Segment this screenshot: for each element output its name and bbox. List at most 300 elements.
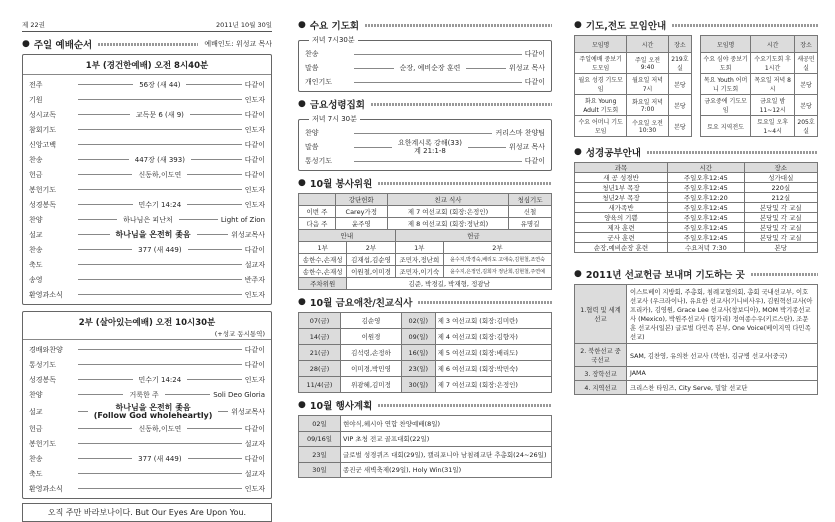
leader-line (78, 443, 242, 444)
table-row (575, 74, 692, 95)
header-cell: 시간 (751, 36, 795, 53)
order-label: 찬양 (29, 215, 43, 224)
header-cell: 모임명 (701, 36, 751, 53)
leader-line (78, 458, 132, 459)
leader-line (78, 234, 110, 235)
table-row (575, 116, 692, 137)
leader-line (190, 114, 242, 115)
table-cell: 주일 오전 9:40 (627, 53, 668, 74)
leader-line (197, 234, 229, 235)
order-label: 축도 (29, 260, 43, 269)
order-detail (120, 216, 176, 224)
table-row (299, 416, 552, 432)
order-row (29, 451, 265, 466)
table-cell: 2. 북한선교 중국선교 (575, 344, 627, 367)
volunteers-table: 강단헌화 친교 식사 청심기도 이번 주 Carey가정 제 7 여선교회 (회장:은정인) 신철 다음 주 윤주영 제 8 여선교회 (회장:정난희) 유명길 (298, 193, 552, 230)
leader-line (78, 411, 88, 412)
table-cell: 토요일 오후 1~4시 (751, 116, 795, 137)
order-row (29, 152, 265, 167)
order-person: 반주자 (244, 275, 265, 284)
order-label: 찬송 (29, 454, 43, 463)
table-cell: 11/4(금) (299, 377, 341, 393)
table-row (299, 361, 552, 377)
meetings-heading: ● 기도,전도 모임안내 (574, 18, 818, 32)
order-detail-text: 하나님을 온전히 좇음 (115, 229, 191, 239)
study-table (574, 162, 818, 253)
bullet-icon: ● (298, 178, 306, 188)
table-row (575, 344, 818, 367)
order-person: 다같이 (244, 245, 266, 254)
bullet-icon: ● (298, 99, 306, 109)
table-cell: 주일오후12:45 (668, 223, 745, 233)
table-cell: 212실 (744, 193, 817, 203)
leader-line (354, 68, 394, 69)
table-row (575, 285, 818, 344)
order-detail-sub: (Follow God wholeheartly) (93, 410, 213, 420)
header-cell: 과목 (575, 163, 668, 173)
order-detail-text: 377 (새 449) (138, 245, 182, 254)
leader-line (354, 82, 522, 83)
order-label: 헌금 (29, 424, 43, 433)
order-row (29, 212, 265, 227)
order-detail-text: 민수기 14:24 (138, 375, 182, 384)
column-weekly (298, 0, 552, 507)
leader-line (354, 161, 522, 162)
events-heading: ● 10월 행사계획 (298, 398, 552, 412)
order-detail (126, 391, 161, 399)
table-cell: 월요 성경 기도모임 (575, 74, 627, 95)
table-cell: 30(일) (402, 377, 436, 393)
table-cell: VIP 초청 전교 골프대회(22일) (341, 431, 552, 447)
table-row (575, 213, 818, 223)
table-cell: 23(일) (402, 361, 436, 377)
order-label: 찬양 (29, 390, 43, 399)
table-cell: 제 6 여선교회 (회장:박민숙) (435, 361, 551, 377)
order-person: 인도자 (244, 484, 265, 493)
table-cell: 수요일 오전 10:30 (627, 116, 668, 137)
order-person: 다같이 (524, 50, 545, 58)
table-cell: 이원경 (341, 329, 402, 345)
table-cell: 새 공 성경반 (575, 173, 668, 183)
order-detail (135, 425, 184, 433)
table-cell: 새공민실 (795, 53, 818, 74)
table-cell: 청년1부 목장 (575, 183, 668, 193)
order-label: 말씀 (305, 143, 319, 151)
order-label: 찬송 (29, 245, 43, 254)
wednesday-box: 저녁 7시30분 찬송 다같이 말씀 순장, 예비순장 훈련 위성교 목사 개인기도 다같이 (298, 40, 552, 92)
leader-line (179, 219, 218, 220)
order-person: 설교자 (244, 469, 265, 478)
order-row (29, 77, 265, 92)
table-row (575, 233, 818, 243)
leader-line (354, 54, 522, 55)
table-cell: 제 5 여선교회 (회장:배리도) (435, 345, 551, 361)
order-person: 위성교목사 (231, 407, 265, 416)
table-cell: 주일예배 중보기도모임 (575, 53, 627, 74)
order-row (29, 137, 265, 152)
table-cell: 본당 (668, 74, 691, 95)
header-cell: 시간 (627, 36, 668, 53)
order-label: 성경봉독 (29, 200, 57, 209)
leader-line (466, 68, 506, 69)
table-cell: 종진군 새벽축제(29일), Holy Win(31일) (341, 462, 552, 478)
second-service-order (29, 342, 265, 496)
table-cell: 본당 (795, 74, 818, 95)
table-cell: 순장,예비순장 훈련 (575, 243, 668, 253)
table-cell: 크리스찬 타임즈, City Serve, 밀알 선교단 (627, 381, 818, 395)
order-detail-text: 신동하,이도연 (138, 424, 182, 433)
table-cell: 220실 (744, 183, 817, 193)
missions-heading: ● 2011년 선교헌금 보내며 기도하는 곳 (574, 267, 818, 281)
events-table (298, 415, 552, 478)
order-label: 축도 (29, 469, 43, 478)
order-detail (136, 376, 185, 384)
order-detail (91, 404, 216, 420)
table-cell: 제자 훈련 (575, 223, 668, 233)
table-row (299, 313, 552, 329)
bullet-icon: ● (574, 20, 582, 30)
order-detail-text: 447장 (새 393) (134, 155, 185, 164)
table-cell: 02(일) (402, 313, 436, 329)
table-row (575, 223, 818, 233)
order-row (29, 357, 265, 372)
bullet-icon: ● (574, 269, 582, 279)
order-label: 통성기도 (29, 360, 57, 369)
leader-line (188, 458, 242, 459)
ushers-offering-table: 안내 헌금 1부 2부 1부 2부 송한수,손재성 김재섭,김순영 조민자,정난희 윤수지,박경숙,배리도 고애숙,김현철,조연숙 송한수,손재성 이원철,이미경 조민자,이기숙 윤수지,은정인,김희자 정난희,김현철,주연예 주차위원 김준, 박경길, 박재형, 정광남 (298, 229, 552, 290)
order-row (305, 140, 545, 154)
table-cell: 군사 훈련 (575, 233, 668, 243)
table-row (575, 95, 692, 116)
order-row (29, 107, 265, 122)
table-row (575, 381, 818, 395)
order-detail (135, 171, 184, 179)
order-person: 설교자 (244, 439, 265, 448)
order-row (29, 197, 265, 212)
study-heading: ● 성경공부안내 (574, 145, 818, 159)
order-detail-text: 신동하,이도연 (138, 170, 182, 179)
bullet-icon: ● (574, 147, 582, 157)
table-row (701, 74, 818, 95)
leader-line (191, 159, 242, 160)
table-cell: 제 7 여선교회 (회장:은정인) (435, 377, 551, 393)
order-label: 봉헌기도 (29, 439, 57, 448)
table-cell: 219호실 (668, 53, 691, 74)
order-row (29, 272, 265, 287)
leader-line (468, 147, 506, 148)
leader-line (78, 84, 133, 85)
table-row (701, 116, 818, 137)
table-row (575, 183, 818, 193)
order-row (29, 387, 265, 402)
table-cell: 김순영 (341, 313, 402, 329)
table-cell: 금요일 밤 11~12시 (751, 95, 795, 116)
order-label: 개인기도 (305, 78, 333, 86)
order-detail-text: 377 (새 449) (138, 454, 182, 463)
leader-line (165, 394, 210, 395)
leader-line (354, 147, 392, 148)
table-cell: 성가대실 (744, 173, 817, 183)
order-label: 참회기도 (29, 125, 57, 134)
order-label: 찬송 (29, 155, 43, 164)
table-cell: 양육의 기쁨 (575, 213, 668, 223)
table-cell: 3. 장학선교 (575, 367, 627, 381)
leader-line (78, 379, 133, 380)
table-cell: 본당및 각 교실 (744, 233, 817, 243)
column-info (574, 0, 818, 507)
order-detail-sub: 계 21:1-8 (414, 147, 446, 155)
order-detail-text: 요한계시록 강해(33) (398, 139, 462, 147)
order-person: 위성교 목사 (508, 143, 546, 151)
table-cell: 현야식,헤시아 연합 찬양예배(8일) (341, 416, 552, 432)
meals-table (298, 312, 552, 393)
order-detail (133, 111, 187, 119)
leader-line (78, 174, 132, 175)
table-cell: 주일오후12:45 (668, 173, 745, 183)
order-person: 다같이 (244, 140, 265, 149)
leader-line (187, 204, 242, 205)
order-row (29, 402, 265, 421)
leader-line (78, 428, 132, 429)
order-label: 환영과소식 (29, 484, 63, 493)
order-detail (132, 156, 188, 164)
table-cell: 09(일) (402, 329, 436, 345)
table-cell: 수요 어머니 기도 모임 (575, 116, 627, 137)
heading-rule (98, 43, 198, 46)
leader-line (78, 394, 123, 395)
table-cell: 목요 Youth 어머니 기도회 (701, 74, 751, 95)
leader-line (78, 264, 242, 265)
first-service-order (29, 77, 265, 302)
table-cell: 수요저녁 7:30 (668, 243, 745, 253)
table-cell: 화요일 저녁7:00 (627, 95, 668, 116)
table-cell: 위광혜,김미정 (341, 377, 402, 393)
order-detail (113, 231, 194, 239)
bullet-icon: ● (298, 400, 306, 411)
table-cell: JAMA (627, 367, 818, 381)
table-cell: 205호실 (795, 116, 818, 137)
leader-line (188, 249, 242, 250)
table-cell: 토요 지역전도 (701, 116, 751, 137)
table-cell: 제 3 여선교회 (회장:김미란) (435, 313, 551, 329)
table-cell: 주일오후12:45 (668, 183, 745, 193)
order-row (305, 47, 545, 61)
table-header (701, 36, 818, 53)
table-cell: 09/16일 (299, 431, 341, 447)
order-person: 다같이 (244, 424, 266, 433)
order-row (29, 167, 265, 182)
header-cell: 시간 (668, 163, 745, 173)
leader-line (78, 294, 242, 295)
leader-line (78, 159, 129, 160)
order-label: 송영 (29, 275, 43, 284)
table-cell: 16(일) (402, 345, 436, 361)
order-row (29, 372, 265, 387)
leader-line (218, 411, 228, 412)
order-label: 환영과소식 (29, 290, 63, 299)
first-service-box (22, 54, 272, 305)
leader-line (78, 279, 242, 280)
order-person: 설교자 (244, 260, 265, 269)
order-label: 경배와찬양 (29, 345, 63, 354)
table-row (575, 203, 818, 213)
table-cell: 이스트베이 지방회, 주총회, 침례교협의회, 총회 국내선교부, 이호선교사 (우크라이나), 유요한 선교사(기니비사우), 김원혁선교사(아프리카), 김영원, Grace Lee 선교사(창보디아), MOM 박기종선교사 (Mexico), 박원주선교사 (헝가리) 정여종수우(키르스탄), 조문훈 선교사(일본) 글로벌 다민족 본부, One Voice(베이지역 다민족선교) (627, 285, 818, 344)
order-person: 인도자 (244, 185, 265, 194)
table-cell: 화요 Young Adult 기도회 (575, 95, 627, 116)
order-detail (395, 139, 465, 155)
table-cell: 본당 (668, 95, 691, 116)
meetings-table-left (574, 35, 692, 137)
table-row (299, 431, 552, 447)
leader-line (78, 144, 242, 145)
order-label: 설교 (29, 230, 43, 239)
table-cell: 본당및 각 교실 (744, 223, 817, 233)
order-person: 인도자 (244, 200, 266, 209)
table-cell: 28(금) (299, 361, 341, 377)
volunteers-heading: ● 10월 봉사위원 (298, 176, 552, 190)
meals-heading: ● 10월 금요애찬/친교식사 (298, 295, 552, 309)
table-cell: 4. 지역선교 (575, 381, 627, 395)
header-cell: 장소 (744, 163, 817, 173)
table-row (575, 53, 692, 74)
table-cell: 이미경,박민영 (341, 361, 402, 377)
footer-motto: 오직 주만 바라보나이다. But Our Eyes Are Upon You. (22, 503, 272, 522)
table-row (299, 462, 552, 478)
order-person: 인도자 (244, 375, 266, 384)
order-person: 다같이 (524, 78, 545, 86)
table-cell: 본당 (668, 116, 691, 137)
table-cell: 금요중에 기도모임 (701, 95, 751, 116)
sunday-section-heading: ● 주일 예배순서 예배인도: 위성교 목사 (22, 39, 272, 51)
leader-line (78, 364, 242, 365)
friday-heading: ● 금요성령집회 (298, 97, 552, 111)
friday-box: 저녁 7시 30분 찬양 커리스마 찬양팀 말씀 요한계시록 강해(33) 계 21:1-8 위성교 목사 통성기도 다같이 (298, 119, 552, 171)
order-label: 신앙고백 (29, 140, 57, 149)
table-cell: 본당및 각 교실 (744, 213, 817, 223)
table-cell: 본당 (795, 95, 818, 116)
table-row (299, 447, 552, 463)
table-row (701, 95, 818, 116)
order-row (305, 61, 545, 75)
order-person: 인도자 (244, 95, 265, 104)
bullet-icon: ● (298, 20, 306, 30)
order-row (305, 154, 545, 168)
table-cell: 새가족반 (575, 203, 668, 213)
page-header (22, 0, 272, 32)
order-row (29, 242, 265, 257)
table-row (575, 367, 818, 381)
bullet-icon: ● (22, 39, 30, 49)
table-cell: SAM, 김찬영, 유의찬 선교사 (북한), 김규병 선교사(중국) (627, 344, 818, 367)
header-cell: 장소 (668, 36, 691, 53)
order-label: 통성기도 (305, 157, 333, 165)
table-cell: 21(금) (299, 345, 341, 361)
order-label: 설교 (29, 407, 43, 416)
order-detail-text: 하나님은 피난처 (123, 215, 173, 224)
table-header (575, 163, 818, 173)
table-cell: 주일오후12:45 (668, 213, 745, 223)
order-person: 다같이 (244, 110, 266, 119)
order-person: 다같이 (244, 360, 265, 369)
order-row (29, 227, 265, 242)
order-row (29, 421, 265, 436)
leader-line (78, 349, 242, 350)
order-person: 인도자 (244, 125, 265, 134)
table-cell: 30일 (299, 462, 341, 478)
order-detail (136, 201, 185, 209)
table-cell: 본당및 각 교실 (744, 203, 817, 213)
table-row (299, 329, 552, 345)
order-detail-text: 민수기 14:24 (138, 200, 182, 209)
table-cell: 제 4 여선교회 (회장:김향자) (435, 329, 551, 345)
leader-line (354, 133, 492, 134)
order-person: Light of Zion (220, 215, 266, 224)
order-person: 커리스마 찬양팀 (495, 129, 545, 137)
table-cell: 글로벌 성경퀴즈 대회(29일), 캘리포니아 남침례교단 추총회(24~26일) (341, 447, 552, 463)
order-label: 성시교독 (29, 110, 57, 119)
order-row (29, 122, 265, 137)
order-row (29, 92, 265, 107)
order-row (305, 126, 545, 140)
order-person: 위성교 목사 (508, 64, 546, 72)
column-worship (22, 0, 272, 517)
table-cell: 주일오후12:45 (668, 233, 745, 243)
order-row (29, 342, 265, 357)
table-row (575, 243, 818, 253)
leader-line (187, 379, 242, 380)
order-detail (397, 64, 464, 72)
first-service-title: 1부 (경건한예배) 오전 8시40분 (23, 57, 271, 75)
order-detail-text: 순장, 예비순장 훈련 (399, 64, 461, 72)
order-row (29, 182, 265, 197)
order-label: 찬송 (305, 50, 319, 58)
order-detail-text: 교독문 6 (새 9) (135, 110, 184, 119)
order-detail-text: 하나님을 온전히 좇음 (115, 402, 191, 412)
leader-line (78, 473, 242, 474)
second-service-title: 2부 (살아있는예배) 오전 10시30분 (78, 318, 216, 328)
leader-line (78, 129, 242, 130)
leader-line (187, 428, 241, 429)
table-cell: 청년2부 목장 (575, 193, 668, 203)
table-cell: 02일 (299, 416, 341, 432)
leader-line (78, 99, 242, 100)
table-row (575, 173, 818, 183)
wednesday-heading: ● 수요 기도회 (298, 18, 552, 32)
issue-date: 2011년 10월 30일 (215, 21, 272, 29)
order-person: Soli Deo Gloria (213, 390, 265, 399)
order-label: 전주 (29, 80, 43, 89)
table-cell: 14(금) (299, 329, 341, 345)
order-detail-text: 56장 (새 44) (139, 80, 181, 89)
leader-line (187, 174, 241, 175)
order-person: 다같이 (244, 454, 266, 463)
issue-number: 제 22권 (22, 21, 45, 29)
missions-table (574, 284, 818, 395)
order-label: 헌금 (29, 170, 43, 179)
order-detail (135, 455, 184, 463)
table-row (299, 345, 552, 361)
header-cell: 모임명 (575, 36, 627, 53)
leader-line (186, 84, 241, 85)
order-person: 인도자 (244, 290, 265, 299)
order-detail (135, 246, 184, 254)
header-cell: 장소 (795, 36, 818, 53)
table-row (299, 377, 552, 393)
order-person: 다같이 (244, 170, 266, 179)
table-row (701, 53, 818, 74)
order-row (29, 287, 265, 302)
leader-line (78, 249, 132, 250)
